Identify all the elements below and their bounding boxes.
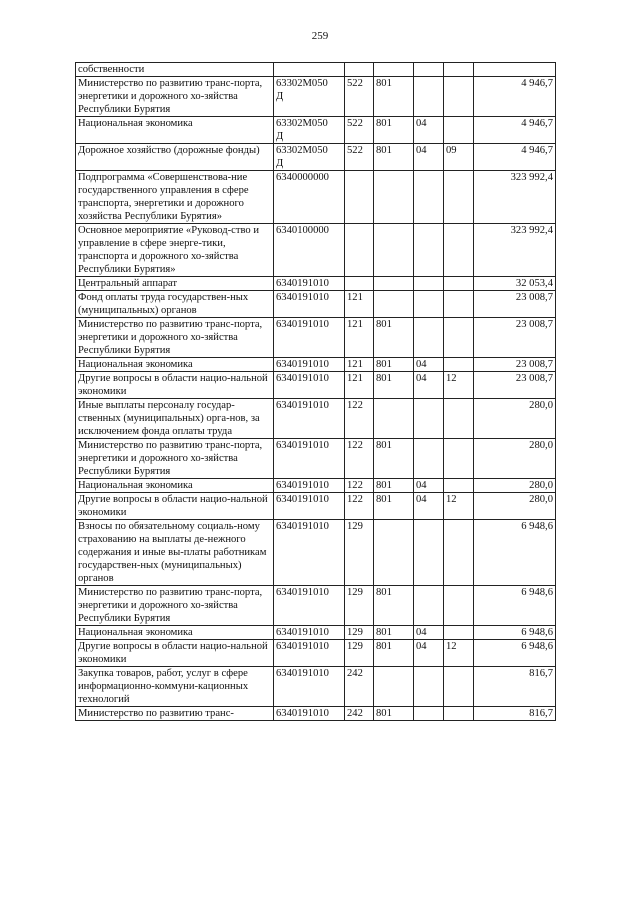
section-cell [414, 586, 444, 626]
amount-cell: 816,7 [474, 707, 556, 721]
table-row [76, 640, 556, 667]
target-article-cell: 63302М050 Д [274, 117, 345, 144]
amount-cell: 23 008,7 [474, 291, 556, 318]
amount-cell: 6 948,6 [474, 586, 556, 626]
row-name-cell: Министерство по развитию транс-порта, энергетики и дорожного хо-зяйства Республики Бурятия [76, 439, 274, 479]
ministry-code-cell [374, 63, 414, 77]
ministry-code-cell: 801 [374, 479, 414, 493]
row-name-cell: Иные выплаты персоналу государ-ственных (муниципальных) орга-нов, за исключением фонда оплаты труда [76, 399, 274, 439]
row-name-cell: Национальная экономика [76, 358, 274, 372]
table-row [76, 667, 556, 707]
amount-cell: 280,0 [474, 493, 556, 520]
amount-cell: 280,0 [474, 399, 556, 439]
expense-type-cell: 122 [345, 439, 374, 479]
expense-type-cell: 522 [345, 144, 374, 171]
table-row [76, 372, 556, 399]
subsection-cell [444, 117, 474, 144]
ministry-code-cell [374, 277, 414, 291]
target-article-cell: 6340100000 [274, 224, 345, 277]
ministry-code-cell [374, 520, 414, 586]
amount-cell: 816,7 [474, 667, 556, 707]
amount-cell: 32 053,4 [474, 277, 556, 291]
section-cell: 04 [414, 372, 444, 399]
amount-cell: 280,0 [474, 439, 556, 479]
subsection-cell [444, 77, 474, 117]
expense-type-cell: 522 [345, 117, 374, 144]
expense-type-cell [345, 277, 374, 291]
target-article-cell: 6340191010 [274, 277, 345, 291]
amount-cell: 323 992,4 [474, 224, 556, 277]
table-row [76, 439, 556, 479]
expense-type-cell: 129 [345, 586, 374, 626]
subsection-cell [444, 171, 474, 224]
ministry-code-cell [374, 224, 414, 277]
subsection-cell [444, 586, 474, 626]
table-row [76, 399, 556, 439]
ministry-code-cell: 801 [374, 144, 414, 171]
row-name-cell: Подпрограмма «Совершенствова-ние государственного управления в сфере транспорта, энергетики и дорожного хозяйства Республики Бурятия» [76, 171, 274, 224]
expense-type-cell [345, 63, 374, 77]
row-name-cell: Национальная экономика [76, 117, 274, 144]
section-cell [414, 277, 444, 291]
subsection-cell [444, 318, 474, 358]
expense-type-cell: 129 [345, 520, 374, 586]
section-cell [414, 707, 444, 721]
section-cell [414, 63, 444, 77]
budget-table [75, 62, 556, 721]
target-article-cell: 6340191010 [274, 707, 345, 721]
ministry-code-cell [374, 171, 414, 224]
subsection-cell: 12 [444, 493, 474, 520]
table-row [76, 626, 556, 640]
table-row [76, 144, 556, 171]
target-article-cell: 6340191010 [274, 586, 345, 626]
section-cell: 04 [414, 144, 444, 171]
expense-type-cell: 121 [345, 372, 374, 399]
section-cell [414, 399, 444, 439]
target-article-cell [274, 63, 345, 77]
expense-type-cell: 129 [345, 640, 374, 667]
target-article-cell: 6340191010 [274, 291, 345, 318]
ministry-code-cell: 801 [374, 586, 414, 626]
ministry-code-cell [374, 291, 414, 318]
ministry-code-cell: 801 [374, 640, 414, 667]
subsection-cell: 09 [444, 144, 474, 171]
target-article-cell: 6340191010 [274, 399, 345, 439]
table-row [76, 77, 556, 117]
ministry-code-cell: 801 [374, 358, 414, 372]
row-name-cell: Закупка товаров, работ, услуг в сфере информационно-коммуни-кационных технологий [76, 667, 274, 707]
row-name-cell: Дорожное хозяйство (дорожные фонды) [76, 144, 274, 171]
amount-cell: 4 946,7 [474, 77, 556, 117]
target-article-cell: 6340191010 [274, 318, 345, 358]
ministry-code-cell: 801 [374, 493, 414, 520]
row-name-cell: Национальная экономика [76, 626, 274, 640]
ministry-code-cell: 801 [374, 707, 414, 721]
row-name-cell: Национальная экономика [76, 479, 274, 493]
section-cell [414, 171, 444, 224]
subsection-cell [444, 224, 474, 277]
section-cell [414, 318, 444, 358]
table-row [76, 63, 556, 77]
table-row [76, 171, 556, 224]
row-name-cell: Министерство по развитию транс-порта, энергетики и дорожного хо-зяйства Республики Бурятия [76, 77, 274, 117]
section-cell [414, 439, 444, 479]
amount-cell: 6 948,6 [474, 520, 556, 586]
amount-cell: 6 948,6 [474, 626, 556, 640]
expense-type-cell: 121 [345, 358, 374, 372]
subsection-cell [444, 667, 474, 707]
section-cell: 04 [414, 479, 444, 493]
subsection-cell [444, 439, 474, 479]
expense-type-cell: 122 [345, 493, 374, 520]
ministry-code-cell [374, 399, 414, 439]
table-row [76, 358, 556, 372]
amount-cell [474, 63, 556, 77]
row-name-cell: Другие вопросы в области нацио-нальной экономики [76, 640, 274, 667]
expense-type-cell: 122 [345, 479, 374, 493]
target-article-cell: 63302М050 Д [274, 77, 345, 117]
amount-cell: 323 992,4 [474, 171, 556, 224]
target-article-cell: 6340191010 [274, 626, 345, 640]
amount-cell: 23 008,7 [474, 372, 556, 399]
table-row [76, 117, 556, 144]
target-article-cell: 6340191010 [274, 640, 345, 667]
section-cell [414, 520, 444, 586]
ministry-code-cell: 801 [374, 439, 414, 479]
section-cell: 04 [414, 493, 444, 520]
target-article-cell: 6340191010 [274, 520, 345, 586]
target-article-cell: 6340000000 [274, 171, 345, 224]
section-cell [414, 224, 444, 277]
subsection-cell [444, 707, 474, 721]
subsection-cell: 12 [444, 640, 474, 667]
expense-type-cell [345, 171, 374, 224]
table-row [76, 707, 556, 721]
expense-type-cell: 121 [345, 291, 374, 318]
table-row [76, 277, 556, 291]
amount-cell: 280,0 [474, 479, 556, 493]
table-row [76, 291, 556, 318]
target-article-cell: 6340191010 [274, 667, 345, 707]
target-article-cell: 6340191010 [274, 493, 345, 520]
section-cell: 04 [414, 358, 444, 372]
table-row [76, 318, 556, 358]
row-name-cell: Министерство по развитию транс-порта, энергетики и дорожного хо-зяйства Республики Бурятия [76, 586, 274, 626]
row-name-cell: Министерство по развитию транс-порта, энергетики и дорожного хо-зяйства Республики Бурятия [76, 318, 274, 358]
row-name-cell: Другие вопросы в области нацио-нальной экономики [76, 493, 274, 520]
target-article-cell: 6340191010 [274, 439, 345, 479]
section-cell: 04 [414, 640, 444, 667]
table-row [76, 493, 556, 520]
row-name-cell: Министерство по развитию транс- [76, 707, 274, 721]
amount-cell: 4 946,7 [474, 144, 556, 171]
row-name-cell: Взносы по обязательному социаль-ному страхованию на выплаты де-нежного содержания и иные вы-платы работникам государствен-ных (муниципальных) органов [76, 520, 274, 586]
ministry-code-cell: 801 [374, 626, 414, 640]
subsection-cell [444, 291, 474, 318]
expense-type-cell: 242 [345, 667, 374, 707]
subsection-cell [444, 277, 474, 291]
table-body [76, 63, 556, 721]
table-row [76, 224, 556, 277]
subsection-cell: 12 [444, 372, 474, 399]
subsection-cell [444, 520, 474, 586]
amount-cell: 6 948,6 [474, 640, 556, 667]
ministry-code-cell: 801 [374, 117, 414, 144]
section-cell: 04 [414, 626, 444, 640]
section-cell [414, 667, 444, 707]
target-article-cell: 6340191010 [274, 372, 345, 399]
row-name-cell: собственности [76, 63, 274, 77]
section-cell [414, 77, 444, 117]
table-row [76, 520, 556, 586]
subsection-cell [444, 626, 474, 640]
subsection-cell [444, 479, 474, 493]
expense-type-cell: 242 [345, 707, 374, 721]
expense-type-cell: 121 [345, 318, 374, 358]
target-article-cell: 6340191010 [274, 479, 345, 493]
ministry-code-cell: 801 [374, 372, 414, 399]
amount-cell: 23 008,7 [474, 318, 556, 358]
subsection-cell [444, 399, 474, 439]
amount-cell: 4 946,7 [474, 117, 556, 144]
section-cell [414, 291, 444, 318]
row-name-cell: Основное мероприятие «Руковод-ство и управление в сфере энерге-тики, транспорта и дорожного хо-зяйства Республики Бурятия» [76, 224, 274, 277]
ministry-code-cell: 801 [374, 77, 414, 117]
subsection-cell [444, 358, 474, 372]
row-name-cell: Центральный аппарат [76, 277, 274, 291]
ministry-code-cell [374, 667, 414, 707]
table-row [76, 586, 556, 626]
target-article-cell: 63302М050 Д [274, 144, 345, 171]
row-name-cell: Другие вопросы в области нацио-нальной экономики [76, 372, 274, 399]
expense-type-cell: 522 [345, 77, 374, 117]
target-article-cell: 6340191010 [274, 358, 345, 372]
amount-cell: 23 008,7 [474, 358, 556, 372]
expense-type-cell [345, 224, 374, 277]
row-name-cell: Фонд оплаты труда государствен-ных (муниципальных) органов [76, 291, 274, 318]
expense-type-cell: 122 [345, 399, 374, 439]
expense-type-cell: 129 [345, 626, 374, 640]
ministry-code-cell: 801 [374, 318, 414, 358]
page-number: 259 [311, 30, 329, 42]
section-cell: 04 [414, 117, 444, 144]
table-row [76, 479, 556, 493]
subsection-cell [444, 63, 474, 77]
